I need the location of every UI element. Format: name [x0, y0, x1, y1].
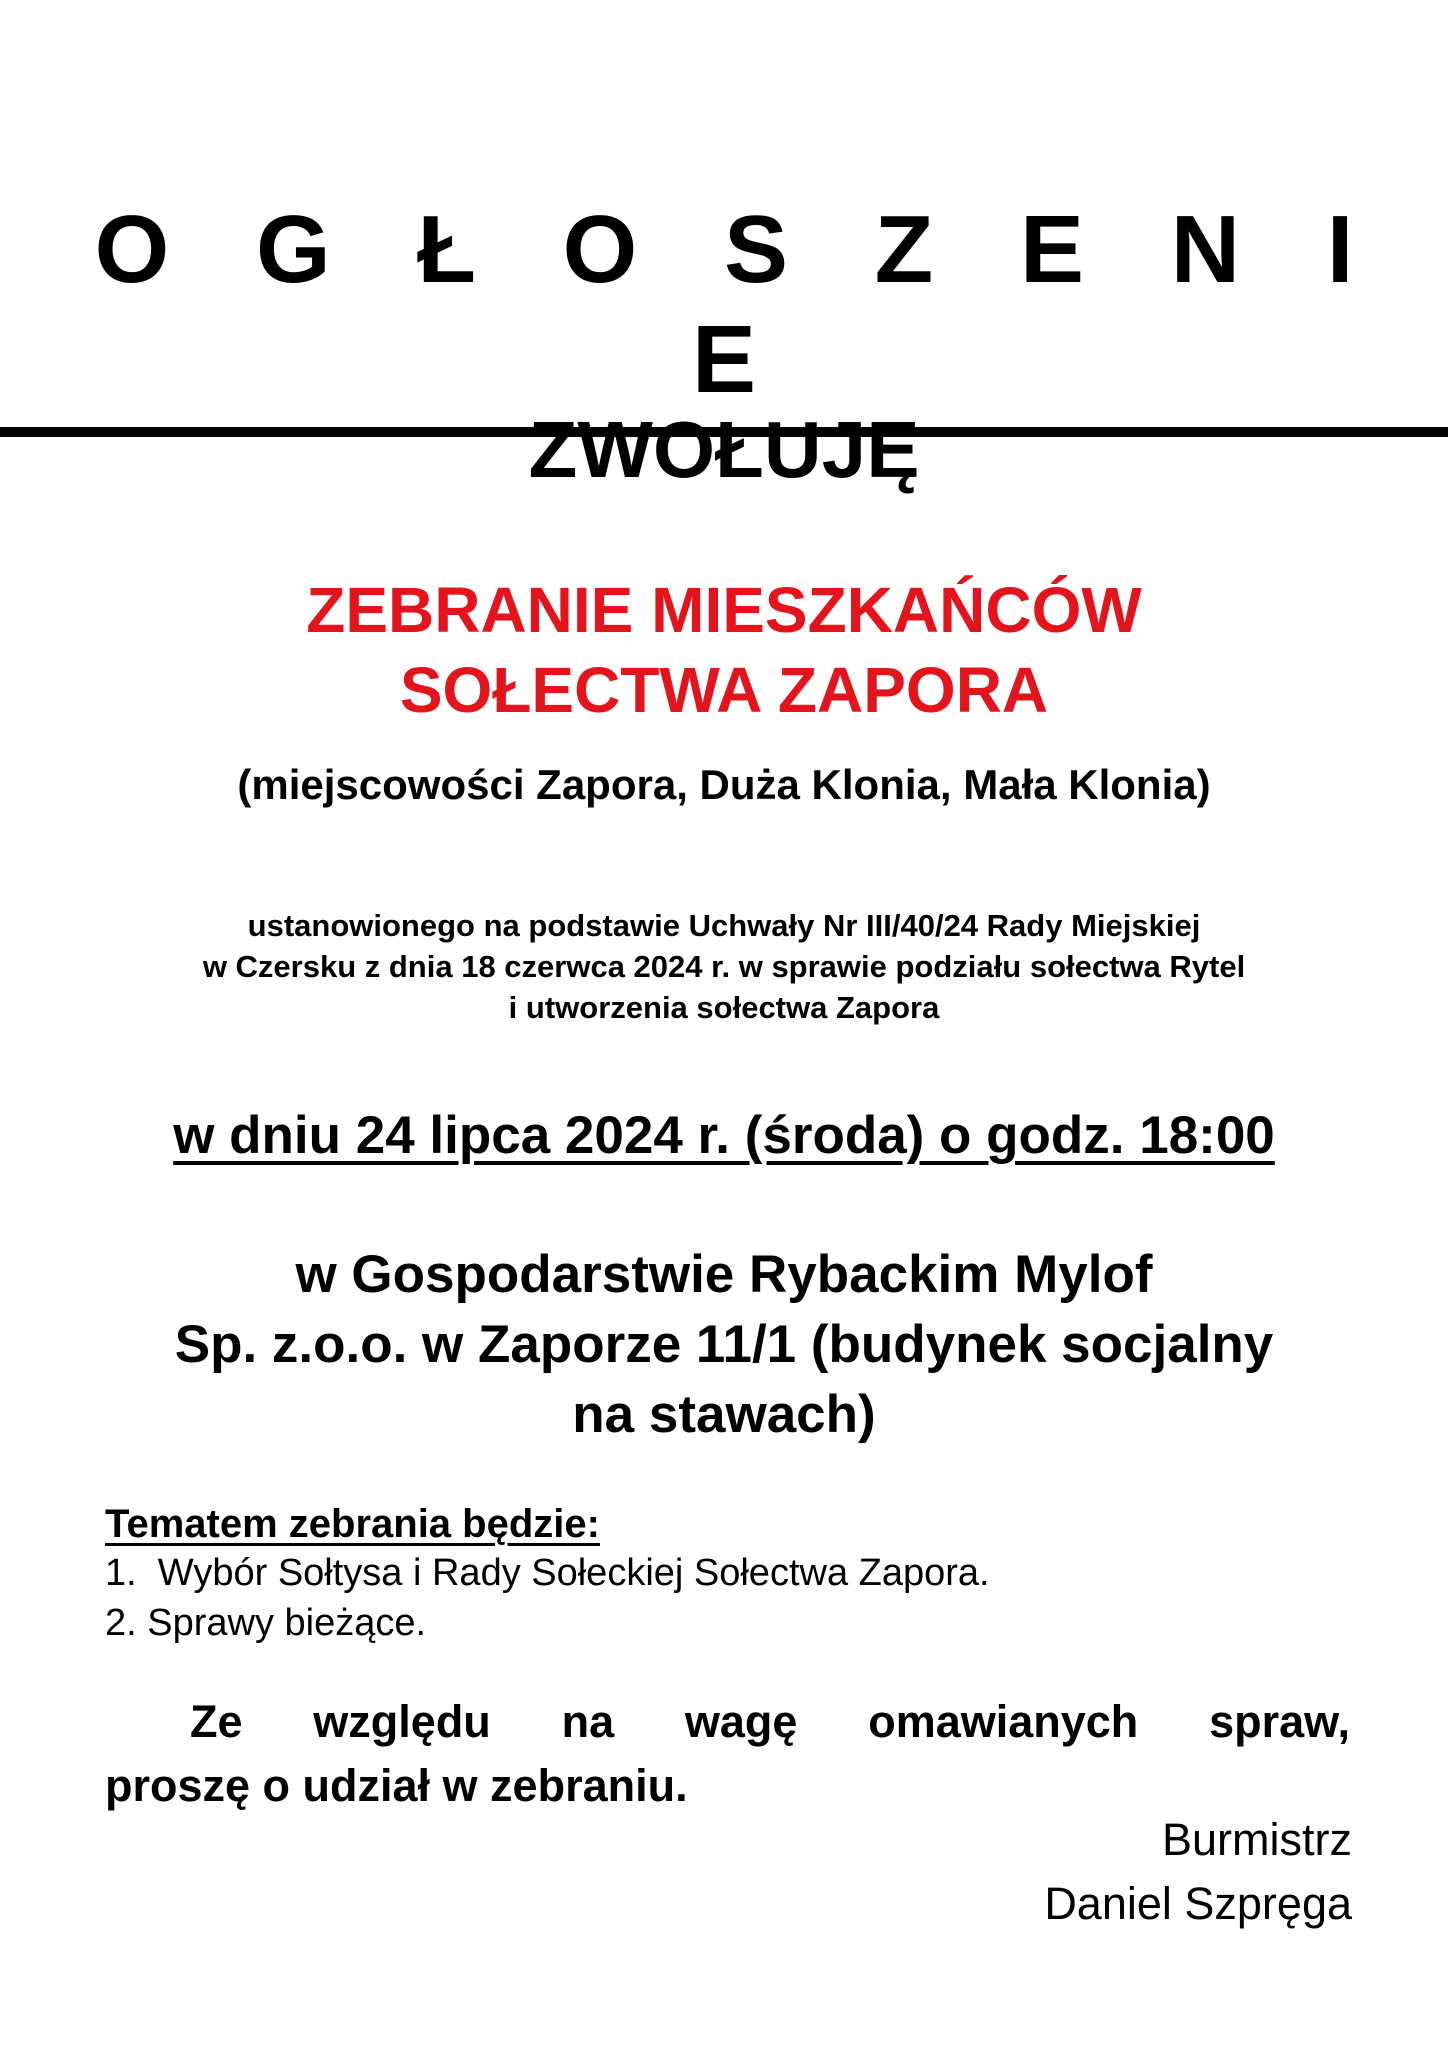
agenda [105, 1500, 1355, 1648]
closing-word: spraw, [1209, 1696, 1350, 1747]
agenda-item: 2. Sprawy bieżące. [105, 1602, 427, 1644]
location-line-3: na stawach) [572, 1385, 876, 1444]
meeting-name-line-2: SOŁECTWA ZAPORA [399, 654, 1049, 726]
closing-word: Ze [190, 1696, 243, 1747]
legal-basis-line-2: w Czersku z dnia 18 czerwca 2024 r. w sprawie podziału sołectwa Rytel [202, 949, 1246, 984]
closing-paragraph [105, 1690, 1350, 1818]
convene-heading: ZWOŁUJĘ [528, 405, 920, 494]
page-title: O G Ł O S Z E N I E [0, 195, 1448, 437]
signature-role: Burmistrz [1162, 1814, 1352, 1865]
meeting-date-block [0, 1105, 1448, 1167]
location-line-1: w Gospodarstwie Rybackim Mylof [295, 1245, 1153, 1304]
closing-line-2: proszę o udział w zebraniu. [105, 1760, 688, 1811]
legal-basis-line-1: ustanowionego na podstawie Uchwały Nr III/40/24 Rady Miejskiej [247, 908, 1201, 943]
closing-word: względu [313, 1696, 491, 1747]
closing-word: wagę [684, 1696, 798, 1747]
meeting-places: (miejscowości Zapora, Duża Klonia, Mała Klonia) [237, 761, 1211, 808]
closing-word: omawianych [868, 1696, 1139, 1747]
legal-basis [0, 905, 1448, 1028]
meeting-name-line-1: ZEBRANIE MIESZKAŃCÓW [306, 574, 1142, 646]
signature [1044, 1808, 1352, 1936]
meeting-name [0, 570, 1448, 730]
closing-word: na [561, 1696, 615, 1747]
title-block [0, 195, 1448, 437]
meeting-date: w dniu 24 lipca 2024 r. (środa) o godz. 18:00 [173, 1106, 1275, 1165]
legal-basis-line-3: i utworzenia sołectwa Zapora [508, 990, 940, 1025]
agenda-heading: Tematem zebrania będzie: [105, 1502, 600, 1546]
agenda-item: 1. Wybór Sołtysa i Rady Sołeckiej Sołectwa Zapora. [105, 1552, 990, 1594]
closing-line-1 [105, 1690, 1350, 1754]
meeting-location [0, 1240, 1448, 1450]
location-line-2: Sp. z.o.o. w Zaporze 11/1 (budynek socjalny [174, 1315, 1274, 1374]
agenda-list [105, 1548, 1355, 1648]
signature-name: Daniel Szpręga [1044, 1878, 1352, 1929]
